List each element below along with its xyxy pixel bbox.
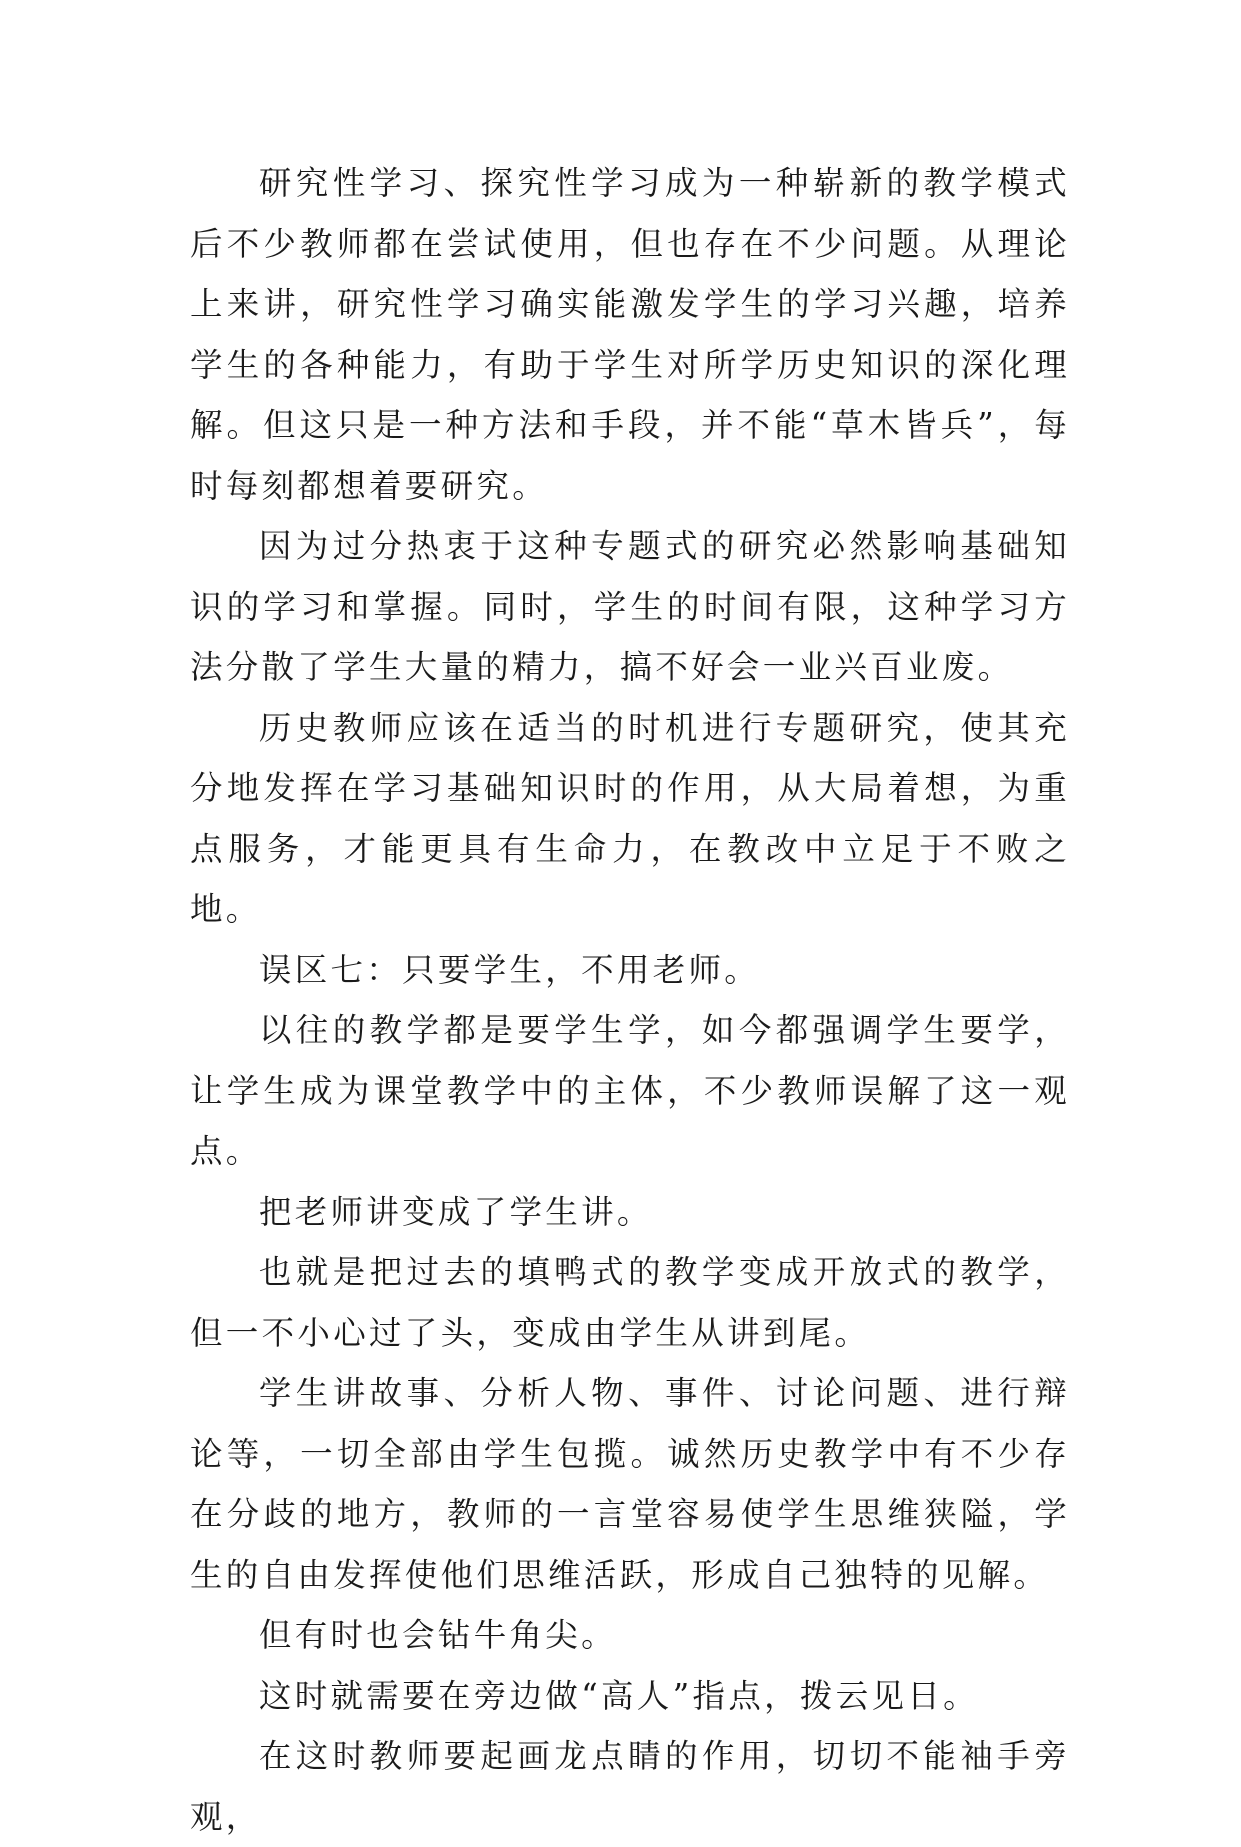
body-text bbox=[190, 153, 1070, 1847]
paragraph-11: 在这时教师要起画龙点睛的作用，切切不能袖手旁观， bbox=[190, 1737, 1070, 1836]
paragraph-10: 这时就需要在旁边做“高人”指点，拨云见日。 bbox=[258, 1676, 979, 1715]
paragraph-6: 把老师讲变成了学生讲。 bbox=[258, 1192, 653, 1231]
paragraph-5: 以往的教学都是要学生学，如今都强调学生要学，让学生成为课堂教学中的主体，不少教师误解了这一观点。 bbox=[190, 1011, 1070, 1170]
paragraph-1: 研究性学习、探究性学习成为一种崭新的教学模式后不少教师都在尝试使用，但也存在不少问题。从理论上来讲，研究性学习确实能激发学生的学习兴趣，培养学生的各种能力，有助于学生对所学历史知识的深化理解。但这只是一种方法和手段，并不能“草木皆兵”，每时每刻都想着要研究。 bbox=[190, 164, 1070, 505]
section-heading-misconception-7: 误区七：只要学生，不用老师。 bbox=[258, 950, 761, 989]
paragraph-2: 因为过分热衷于这种专题式的研究必然影响基础知识的学习和掌握。同时，学生的时间有限，这种学习方法分散了学生大量的精力，搞不好会一业兴百业废。 bbox=[190, 527, 1070, 686]
paragraph-3: 历史教师应该在适当的时机进行专题研究，使其充分地发挥在学习基础知识时的作用，从大局着想，为重点服务，才能更具有生命力，在教改中立足于不败之地。 bbox=[190, 708, 1070, 928]
paragraph-7: 也就是把过去的填鸭式的教学变成开放式的教学，但一不小心过了头，变成由学生从讲到尾。 bbox=[190, 1253, 1070, 1352]
paragraph-8: 学生讲故事、分析人物、事件、讨论问题、进行辩论等，一切全部由学生包揽。诚然历史教学中有不少存在分歧的地方，教师的一言堂容易使学生思维狭隘，学生的自由发挥使他们思维活跃，形成自己独特的见解。 bbox=[190, 1374, 1070, 1594]
paragraph-9: 但有时也会钻牛角尖。 bbox=[258, 1616, 617, 1654]
